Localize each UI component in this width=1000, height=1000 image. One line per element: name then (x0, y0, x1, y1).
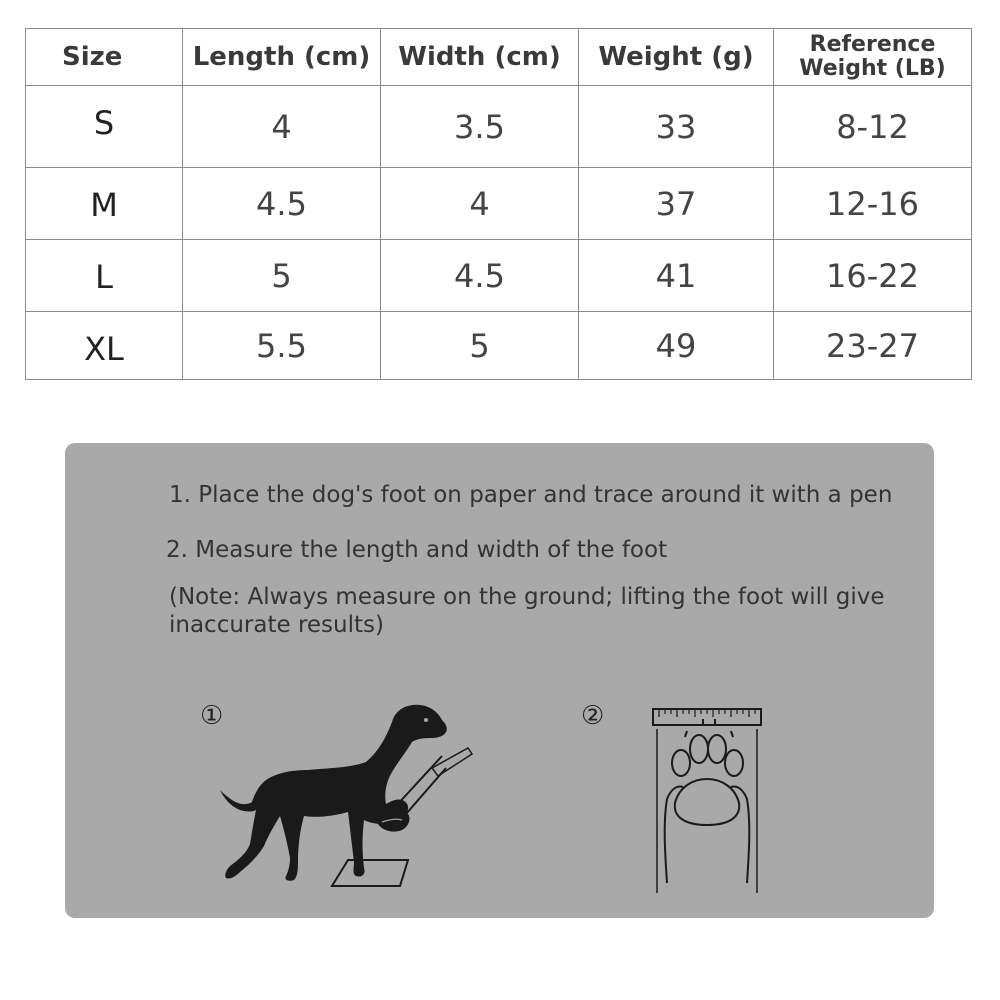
length-cell: 4.5 (183, 168, 381, 240)
measurement-instructions-panel (65, 443, 934, 918)
weight-cell: 41 (579, 240, 774, 312)
paw-ruler-icon (645, 703, 775, 903)
header-length: Length (cm) (183, 29, 381, 86)
header-size: Size (26, 29, 183, 86)
length-cell: 5 (183, 240, 381, 312)
instruction-step-2: 2. Measure the length and width of the foot (166, 537, 668, 563)
illustration-number-2: ② (581, 701, 605, 731)
size-cell: L (26, 240, 183, 312)
table-row (26, 86, 972, 168)
size-cell: XL (26, 312, 183, 380)
header-weight: Weight (g) (579, 29, 774, 86)
reference-weight-cell: 8-12 (774, 86, 972, 168)
header-width: Width (cm) (381, 29, 579, 86)
table-row (26, 168, 972, 240)
illustration-number-1: ① (200, 701, 224, 731)
width-cell: 4.5 (381, 240, 579, 312)
size-cell: M (26, 168, 183, 240)
reference-weight-cell: 12-16 (774, 168, 972, 240)
table-row (26, 240, 972, 312)
reference-weight-cell: 23-27 (774, 312, 972, 380)
weight-cell: 37 (579, 168, 774, 240)
length-cell: 4 (183, 86, 381, 168)
header-reference-weight: Reference Weight (LB) (774, 29, 972, 86)
reference-weight-cell: 16-22 (774, 240, 972, 312)
instruction-note: (Note: Always measure on the ground; lifting the foot will give inaccurate results) (169, 584, 885, 638)
table-header-row (26, 29, 972, 86)
instruction-step-1: 1. Place the dog's foot on paper and trace around it with a pen (169, 482, 893, 508)
size-cell: S (26, 86, 183, 168)
dog-foot-tracing-icon (210, 698, 490, 898)
width-cell: 5 (381, 312, 579, 380)
size-chart-table (25, 28, 972, 380)
table-row (26, 312, 972, 380)
width-cell: 3.5 (381, 86, 579, 168)
weight-cell: 33 (579, 86, 774, 168)
width-cell: 4 (381, 168, 579, 240)
length-cell: 5.5 (183, 312, 381, 380)
weight-cell: 49 (579, 312, 774, 380)
